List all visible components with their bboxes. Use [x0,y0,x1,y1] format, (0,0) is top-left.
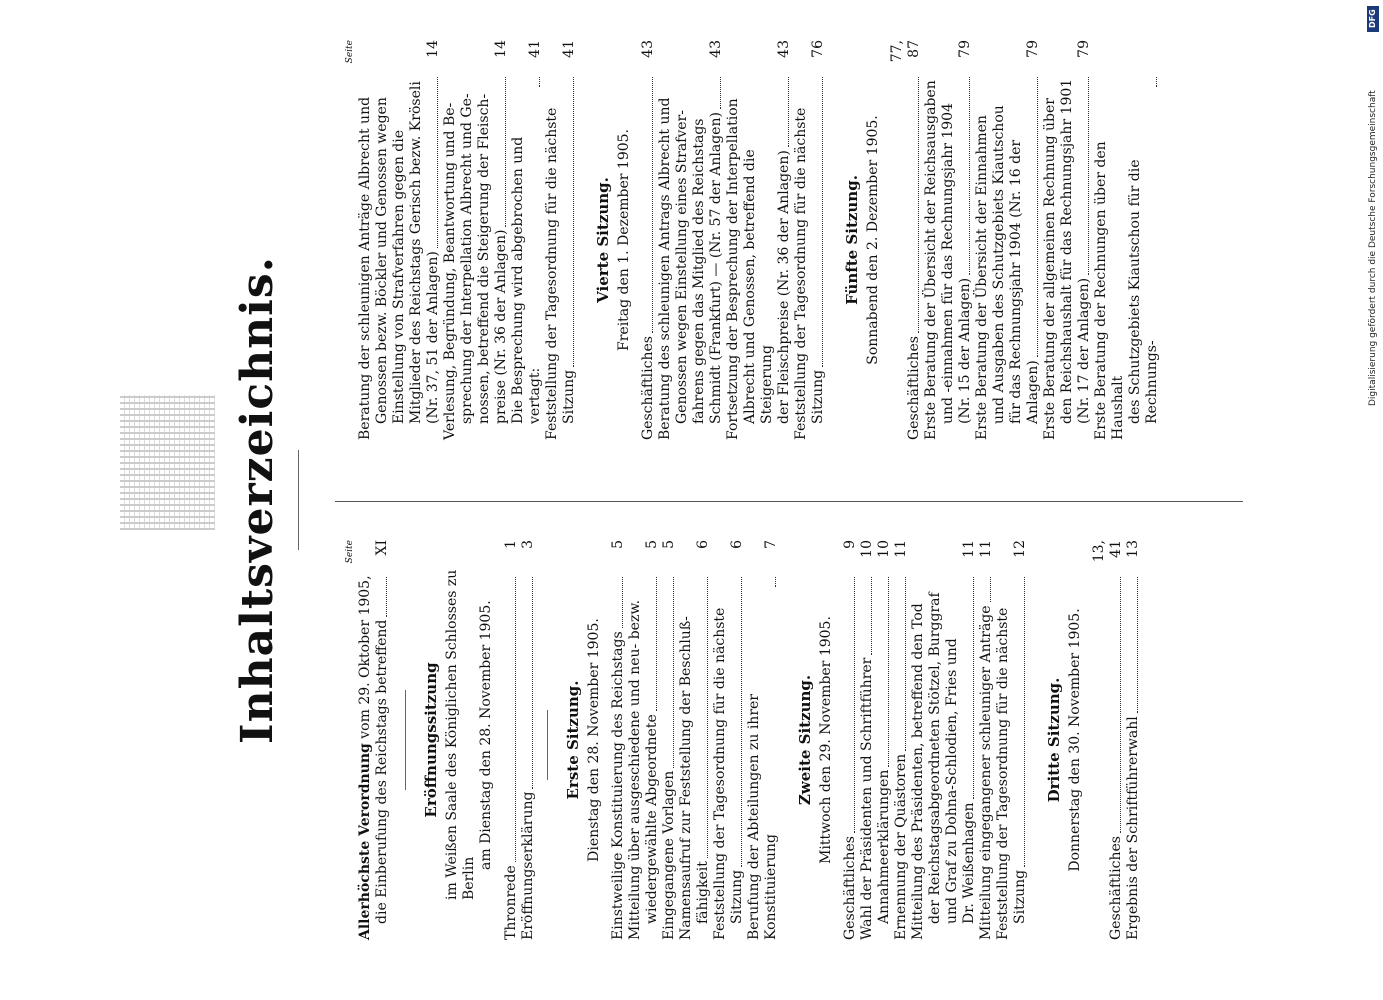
toc-entry [657,40,725,440]
toc-entry [859,540,876,940]
toc-entry-text: den Reichshaushalt für das Rechnungsjahr 1901 [1059,78,1075,424]
toc-entry [842,540,859,940]
toc-page-number: 11 [893,540,909,558]
toc-entry-text: Beratung der schleunigen Anträge Albrecht und [357,96,373,440]
column-separator [335,501,1243,502]
toc-page-number: 10 [859,540,875,558]
toc-page-number: 10 [876,540,892,558]
toc-page-number: 9 [842,540,858,549]
toc-page-number: 13 [1125,540,1141,558]
toc-page-number: 3 [520,540,536,549]
third-session-continued-list [357,40,578,440]
toc-page-number: 5 [661,540,677,549]
toc-page-number: 5 [610,540,626,549]
opening-note-2: am Dienstag den 28. November 1905. [478,600,494,870]
toc-entry-text: Feststellung der Tagesordnung für die nächste [712,607,728,940]
decree-entry: Allerhöchste Verordnung vom 29. Oktober 1905, die Einberufung des Reichstags betreffend XI [357,540,390,940]
opening-list [503,540,537,940]
toc-page-number: 77, 87 [889,40,922,63]
fourth-session-heading: Vierte Sitzung. [594,177,612,303]
second-session-heading: Zweite Sitzung. [796,674,814,806]
first-session-date: Dienstag den 28. November 1905. [586,618,602,862]
digitization-credit: Digitalisierung gefördert durch die Deutsche Forschungsgemeinschaft [1368,90,1378,406]
third-session-list [1091,540,1142,940]
toc-page-number: 14 [493,40,509,58]
toc-entry-text: sprechung der Interpellation Albrecht und Ge- [459,93,475,424]
toc-entry-text: Erste Beratung der Übersicht der Reichsausgaben [923,80,939,440]
toc-entry-text: Geschäftliches [906,336,922,440]
toc-page-number: 79 [1076,40,1092,58]
toc-entry-text: Feststellung der Tagesordnung für die nächste [544,107,560,440]
toc-entry-text: Verlesung, Begründung, Beantwortung und Be- [442,102,458,440]
dfg-logo: DFG [1367,6,1379,32]
toc-page-number: 11 [961,540,977,558]
toc-entry-text: Beratung des schleunigen Antrags Albrecht und [657,97,673,440]
toc-entry [678,540,712,940]
toc-entry-text: Mitglieder des Reichstags Gerisch bezw. Kröseli [408,81,424,424]
fourth-session-list [640,40,827,440]
toc-entry [889,40,923,440]
library-stamp [120,395,215,530]
toc-page-number: 43 [776,40,792,58]
fifth-session-list [889,40,1161,440]
toc-page-number: 79 [957,40,973,58]
page-title: Inhaltsverzeichnis. [232,256,283,744]
toc-entry-text: Fortsetzung der Besprechung der Interpellation [725,98,741,440]
toc-entry-text: Die Besprechung wird abgebrochen und vertagt: [510,136,543,424]
toc-page-number: 11 [978,540,994,558]
toc-entry [974,40,1042,440]
toc-entry [610,540,627,940]
toc-entry-text: Erste Beratung der Übersicht der Einnahmen [974,115,990,440]
toc-entry-text: Dr. Weißenhagen [961,802,977,924]
toc-page-number: 76 [810,40,826,58]
toc-entry-text: Eingegangene Vorlagen [661,770,677,940]
third-session-date: Donnerstag den 30. November 1905. [1067,608,1083,872]
toc-entry [357,40,442,440]
toc-entry [640,40,657,440]
toc-entry-text: Einstweilige Konstituierung des Reichstags [610,631,626,940]
first-session-list [610,540,780,940]
toc-entry-text: Ergebnis der Schriftführerwahl [1125,716,1141,940]
second-session-list [842,540,1029,940]
toc-entry-text: Eröffnungserklärung [520,791,536,940]
fifth-session-heading: Fünfte Sitzung. [843,175,861,305]
opening-note-1: im Weißen Saale des Königlichen Schlosses zu Berlin [444,569,477,900]
toc-page-number: 13, 41 [1091,540,1124,563]
toc-entry-text: der Reichstagsabgeordneten Stötzel, Burggraf [927,592,943,924]
toc-entry-text: und Graf zu Dohna-Schlodien, Fries und [944,638,960,924]
toc-entry-text: Thronrede [503,865,519,940]
toc-entry-text: fahrens gegen das Mitglied des Reichstags [691,118,707,424]
toc-page-number: 79 [1025,40,1041,58]
toc-entry [661,540,678,940]
first-session-heading: Erste Sitzung. [564,680,582,800]
toc-entry [893,540,910,940]
column-header: Seite [345,40,355,64]
toc-entry [876,540,893,940]
toc-entry-text: Erste Beratung der allgemeinen Rechnung über [1042,98,1058,440]
toc-entry-text: für das Rechnungsjahr 1904 (Nr. 16 der [1008,139,1024,424]
column-header: Seite [345,540,355,564]
toc-entry [1091,540,1125,940]
toc-entry-text: fähigkeit [695,861,711,924]
toc-entry-text: Berufung der Abteilungen zu ihrer Konstituierung [746,694,779,940]
toc-entry-text: Geschäftliches [1108,836,1124,940]
toc-entry-text: und -einnahmen für das Rechnungsjahr 1904 [940,102,956,424]
toc-entry-text: Namensaufruf zur Feststellung der Beschluß- [678,616,694,940]
toc-entry [978,540,995,940]
toc-entry [712,540,746,940]
toc-entry-text: Mitteilung über ausgeschiedene und neu- bezw. [627,599,643,940]
toc-entry [1093,40,1161,440]
second-session-date: Mittwoch den 29. November 1905. [818,616,834,864]
toc-entry-text: Anlagen) [1025,360,1041,424]
toc-entry-text: (Nr. 17 der Anlagen) [1076,277,1092,424]
toc-page-number: 1 [503,540,519,549]
left-column [345,540,1142,940]
toc-entry-text: Schmidt (Frankfurt) — (Nr. 57 der Anlagen) [708,112,724,424]
fifth-session-date: Sonnabend den 2. Dezember 1905. [865,115,881,365]
toc-entry-text: der Fleischpreise (Nr. 36 der Anlagen) [776,150,792,424]
fourth-session-date: Freitag den 1. Dezember 1905. [616,129,632,351]
toc-entry-text: (Nr. 15 der Anlagen) [957,277,973,424]
toc-entry-text: Feststellung der Tagesordnung für die nächste [995,607,1011,940]
toc-entry-text: Mitteilung des Präsidenten, betreffend den Tod [910,603,926,940]
toc-entry [746,540,780,940]
toc-entry-text: Einstellung von Strafverfahren gegen die [391,129,407,424]
toc-entry-text: Erste Beratung der Rechnungen über den Haushalt [1093,141,1126,440]
toc-entry-text: Feststellung der Tagesordnung für die nächste [793,107,809,440]
toc-entry [1042,40,1093,440]
toc-entry-text: Wahl der Präsidenten und Schriftführer [859,657,875,940]
toc-entry [725,40,793,440]
toc-page-number: 14 [425,40,441,58]
toc-entry [910,540,978,940]
title-rule [298,450,299,550]
toc-page-number: 43 [708,40,724,58]
toc-page-number: 12 [1012,540,1028,558]
toc-page-number: 6 [729,540,745,549]
toc-entry [503,540,520,940]
toc-entry-text: Genossen wegen Einstellung eines Strafver- [674,110,690,424]
toc-page-number: 6 [695,540,711,549]
toc-entry-text: wiedergewählte Abgeordnete [644,714,660,924]
toc-entry-text: Genossen bezw. Böckler und Genossen wegen [374,97,390,424]
toc-entry [627,540,661,940]
opening-heading: Eröffnungssitzung [422,662,440,818]
toc-entry-text: Annahmeerklärungen [876,769,892,924]
toc-entry-text: preise (Nr. 36 der Anlagen) [493,229,509,424]
toc-page-number: 7 [763,540,779,549]
toc-page-number: 41 [527,40,543,58]
toc-entry [995,540,1029,940]
toc-page-number: 41 [561,40,577,58]
toc-entry-text: nossen, betreffend die Steigerung der Fleisch- [476,93,492,424]
toc-entry [544,40,578,440]
toc-entry-text: und Ausgaben des Schutzgebiets Kiautschou [991,105,1007,424]
toc-entry-text: Sitzung [1012,869,1028,924]
right-column [345,40,1161,440]
toc-entry-text: des Schutzgebiets Kiautschou für die Rechnungs- [1127,159,1160,424]
toc-entry-text: Sitzung [729,869,745,924]
toc-entry [510,40,544,440]
toc-entry [923,40,974,440]
toc-page-number: 5 [644,540,660,549]
toc-entry-text: (Nr. 37, 51 der Anlagen) [425,251,441,424]
toc-entry-text: Mitteilung eingegangener schleuniger Anträge [978,605,994,940]
toc-entry-text: Geschäftliches [640,336,656,440]
toc-entry-text: Ernennung der Quästoren [893,753,909,940]
toc-entry-text: Sitzung [810,369,826,424]
toc-entry-text: Albrecht und Genossen, betreffend die Steigerung [742,149,775,424]
toc-entry-text: Sitzung [561,369,577,424]
third-session-heading: Dritte Sitzung. [1045,677,1063,803]
toc-page-number: 43 [640,40,656,58]
toc-entry [1125,540,1142,940]
toc-entry [520,540,537,940]
toc-entry-text: Geschäftliches [842,836,858,940]
toc-entry [793,40,827,440]
toc-entry [442,40,510,440]
